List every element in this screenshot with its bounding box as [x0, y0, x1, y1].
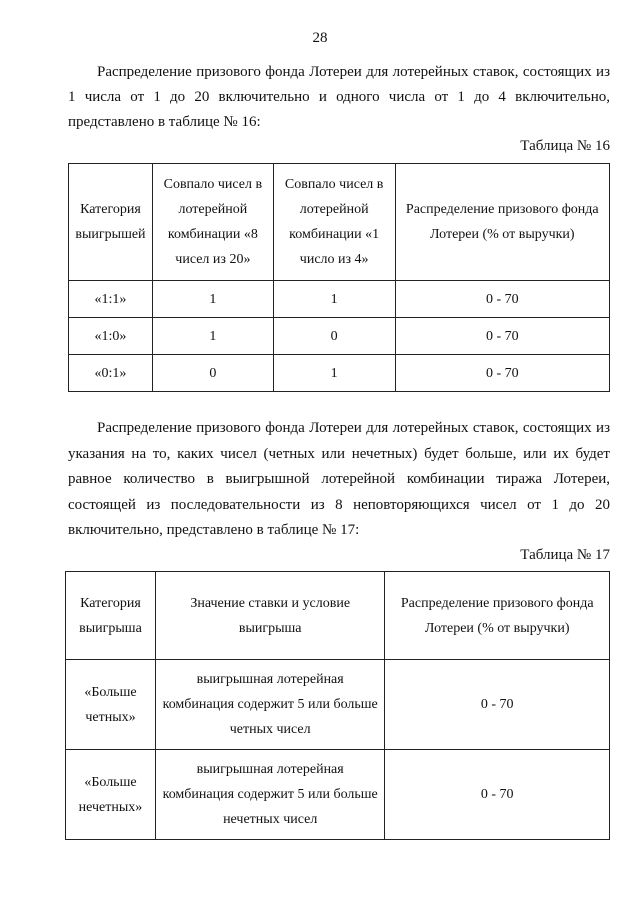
table-17-header-category: Категория выигрыша — [66, 572, 156, 660]
table-cell: 0 — [152, 355, 273, 392]
paragraph-1 — [68, 60, 610, 135]
table-cell: 0 — [273, 318, 395, 355]
table-cell: 0 - 70 — [385, 660, 610, 750]
table-16-header-category: Категория выигрышей — [69, 164, 153, 281]
table-cell: выигрышная лотерейная комбинация содержит 5 или больше нечетных чисел — [155, 750, 385, 840]
table-cell: «1:0» — [69, 318, 153, 355]
table-16-header-row — [69, 164, 610, 281]
table-17-header-row — [66, 572, 610, 660]
page-number: 28 — [312, 30, 328, 46]
table-cell: 1 — [152, 318, 273, 355]
table-16-header-prize-distribution: Распределение призового фонда Лотереи (% от выручки) — [395, 164, 609, 281]
table-16-header-match-8of20: Совпало чисел в лотерейной комбинации «8 чисел из 20» — [152, 164, 273, 281]
table-cell: «Больше нечетных» — [66, 750, 156, 840]
table-cell: выигрышная лотерейная комбинация содержит 5 или больше четных чисел — [155, 660, 385, 750]
paragraph-2 — [68, 416, 610, 544]
table-17-header-prize-distribution: Распределение призового фонда Лотереи (% от выручки) — [385, 572, 610, 660]
table-cell: 0 - 70 — [385, 750, 610, 840]
paragraph-1-text: Распределение призового фонда Лотереи для лотерейных ставок, состоящих из 1 числа от 1 до 20 включительно и одного числа от 1 до 4 включительно, представлено в таблице № 16: — [68, 64, 610, 130]
table-row — [69, 355, 610, 392]
table-row — [69, 318, 610, 355]
table-row — [66, 750, 610, 840]
table-cell: «1:1» — [69, 281, 153, 318]
table-cell: 0 - 70 — [395, 318, 609, 355]
table-cell: «0:1» — [69, 355, 153, 392]
table-16-caption: Таблица № 16 — [520, 138, 610, 154]
table-cell: «Больше четных» — [66, 660, 156, 750]
table-cell: 0 - 70 — [395, 355, 609, 392]
table-17-caption: Таблица № 17 — [520, 547, 610, 563]
table-row — [69, 281, 610, 318]
table-17-header-bet-condition: Значение ставки и условие выигрыша — [155, 572, 385, 660]
table-17 — [65, 571, 610, 840]
table-row — [66, 660, 610, 750]
paragraph-2-text: Распределение призового фонда Лотереи для лотерейных ставок, состоящих из указания на то, каких чисел (четных или нечетных) будет больше, или их будет равное количество в выигрышной лотерейной комбинации тиража Лотереи, состоящей из последовательности из 8 неповторяющихся чисел от 1 до 20 включительно, представлено в таблице № 17: — [68, 420, 610, 538]
table-16 — [68, 163, 610, 392]
table-cell: 1 — [152, 281, 273, 318]
table-cell: 0 - 70 — [395, 281, 609, 318]
table-cell: 1 — [273, 355, 395, 392]
table-cell: 1 — [273, 281, 395, 318]
table-16-header-match-1of4: Совпало чисел в лотерейной комбинации «1 число из 4» — [273, 164, 395, 281]
